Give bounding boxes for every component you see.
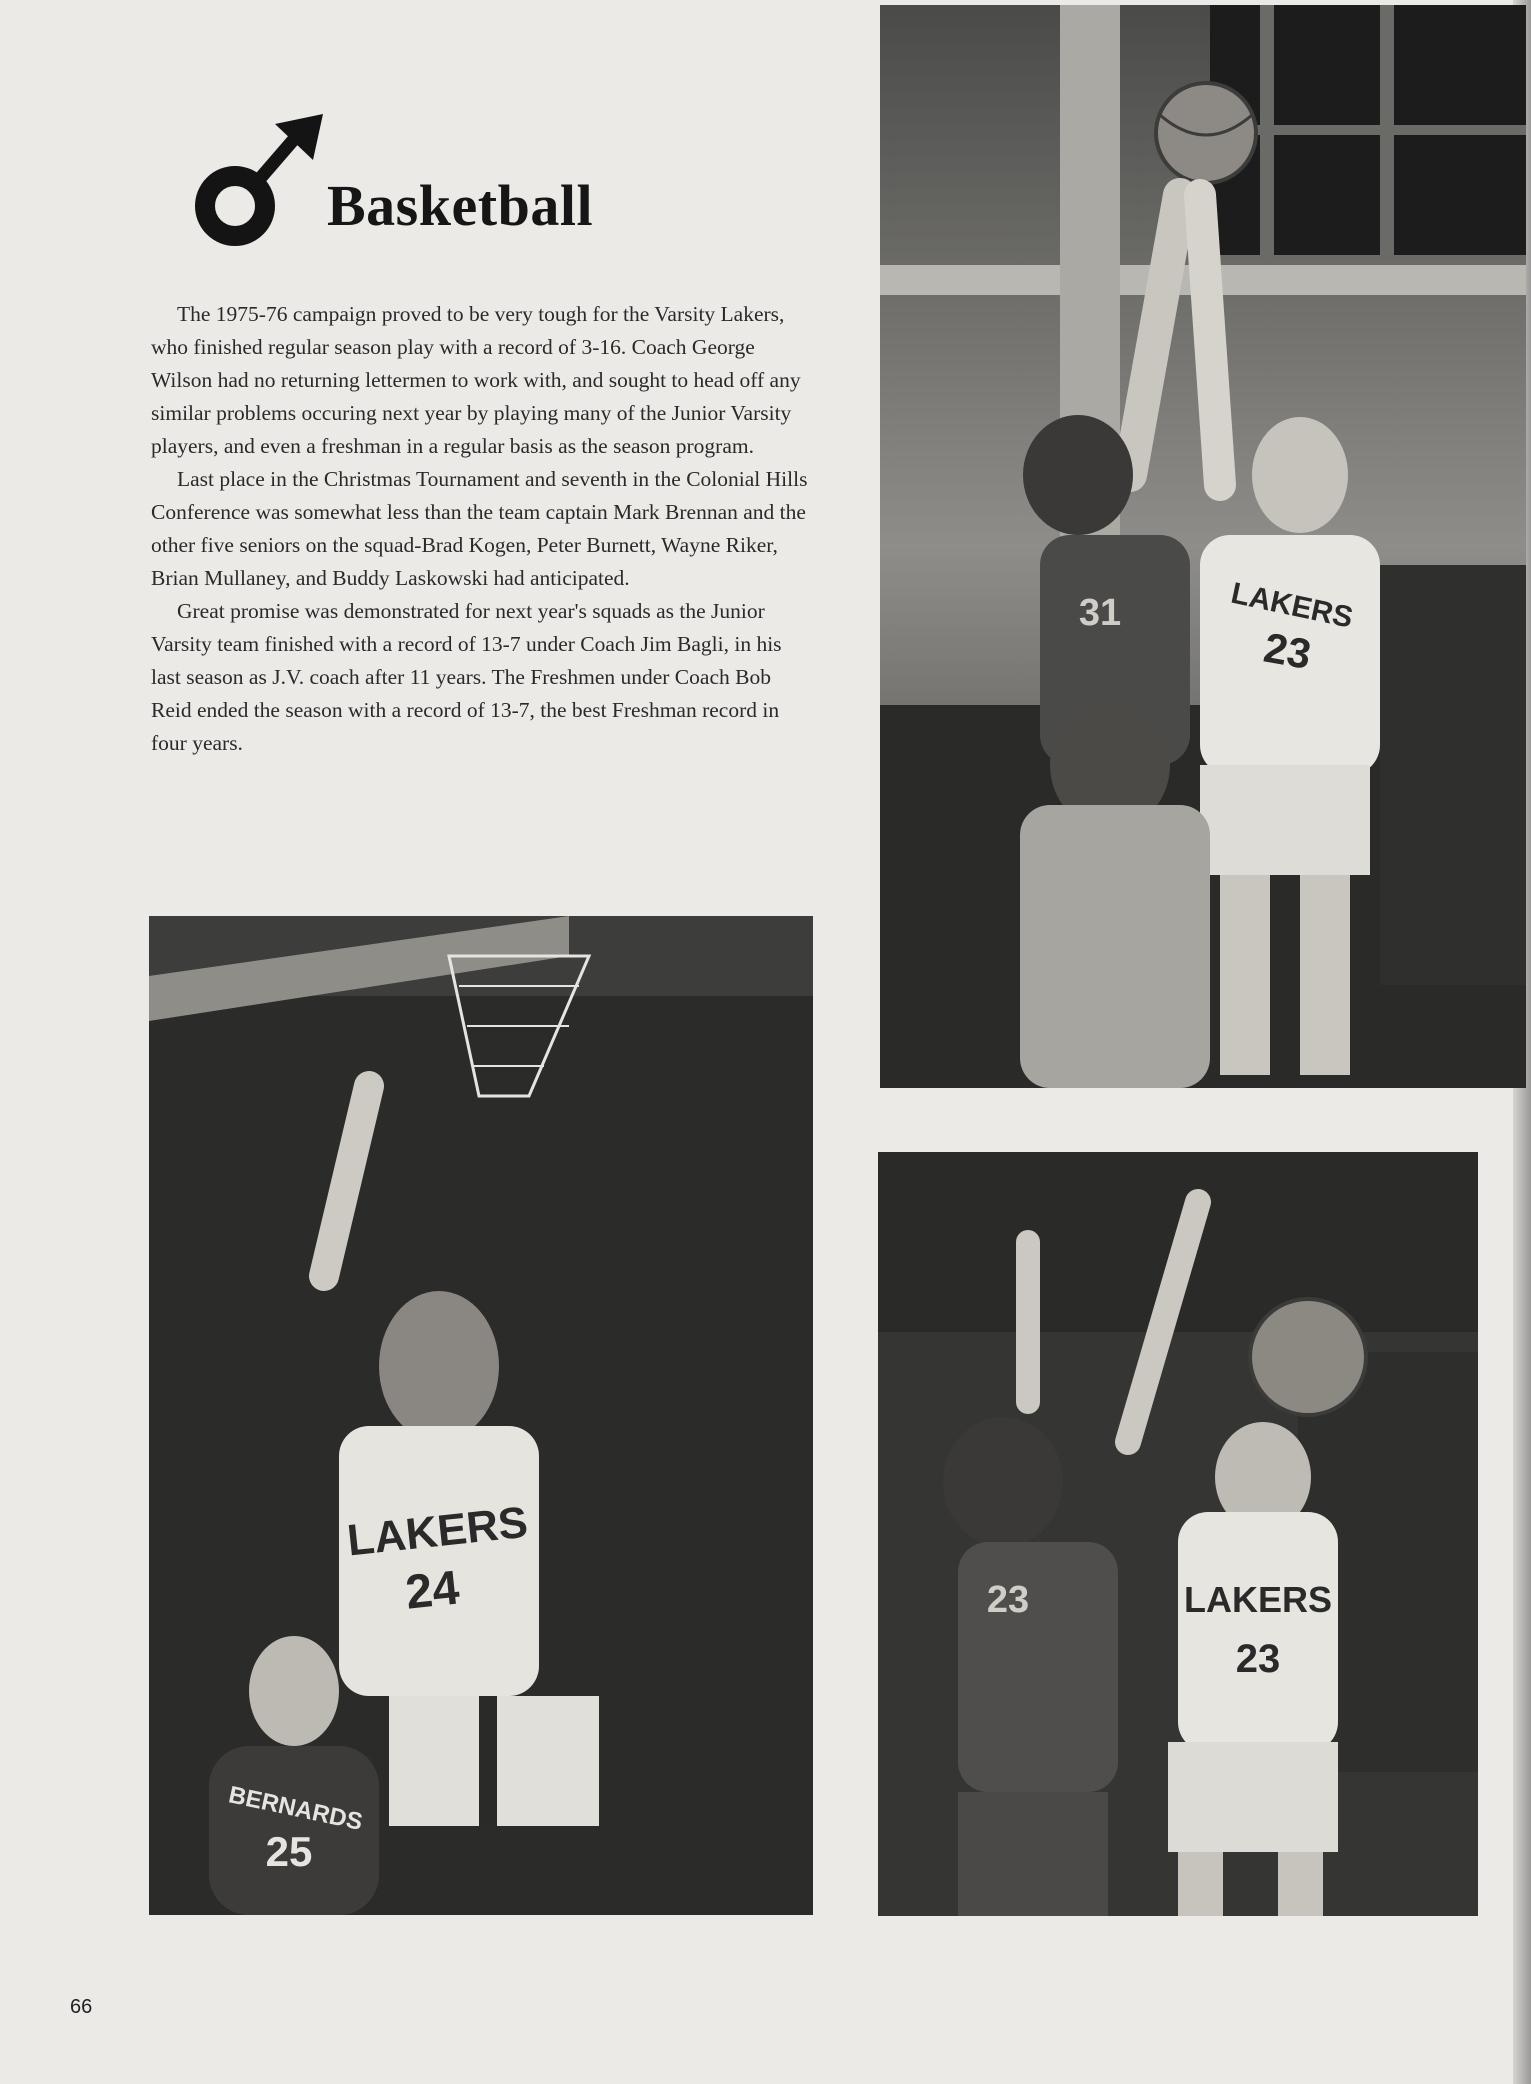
opponent-jersey-number: 23 [986,1579,1030,1621]
page-title: Basketball [327,173,594,238]
article-body [151,298,811,760]
photo-guarded-shot [878,1152,1478,1916]
jersey-number: 24 [403,1561,462,1620]
article-paragraph: Last place in the Christmas Tournament and seventh in the Colonial Hills Conference was somewhat less than the team captain Mark Brennan and the other five seniors on the squad-Brad Kogen, Peter Burnett, Wayne Riker, Brian Mullaney, and Buddy Laskowski had anticipated. [151,467,808,590]
opponent-jersey-lettering: BERNARDS [226,1781,365,1837]
jersey-lettering: LAKERS [344,1497,531,1566]
article-paragraph: Great promise was demonstrated for next year's squads as the Junior Varsity team finished with a record of 13-7 under Coach Jim Bagli, in his last season as J.V. coach after 11 years. The Freshmen under Coach Bob Reid ended the season with a record of 13-7, the best Freshman record in four years. [151,599,782,755]
male-symbol-icon [195,110,335,250]
title-block [195,110,715,260]
jersey-lettering: LAKERS [1183,1579,1333,1620]
page-number: 66 [70,1996,93,2018]
jersey-lettering: LAKERS [1228,576,1356,635]
photo-jump-ball [880,5,1526,1088]
jersey-number: 23 [1260,623,1315,678]
opponent-jersey-number: 31 [1078,592,1122,634]
article-paragraph: The 1975-76 campaign proved to be very tough for the Varsity Lakers, who finished regular season play with a record of 3-16. Coach George Wilson had no returning lettermen to work with, and sought to head off any similar problems occuring next year by playing many of the Junior Varsity players, and even a freshman in a regular basis as the season program. [151,302,801,458]
photo-layup [149,916,813,1915]
opponent-jersey-number: 25 [265,1828,313,1875]
jersey-number: 23 [1235,1637,1281,1681]
